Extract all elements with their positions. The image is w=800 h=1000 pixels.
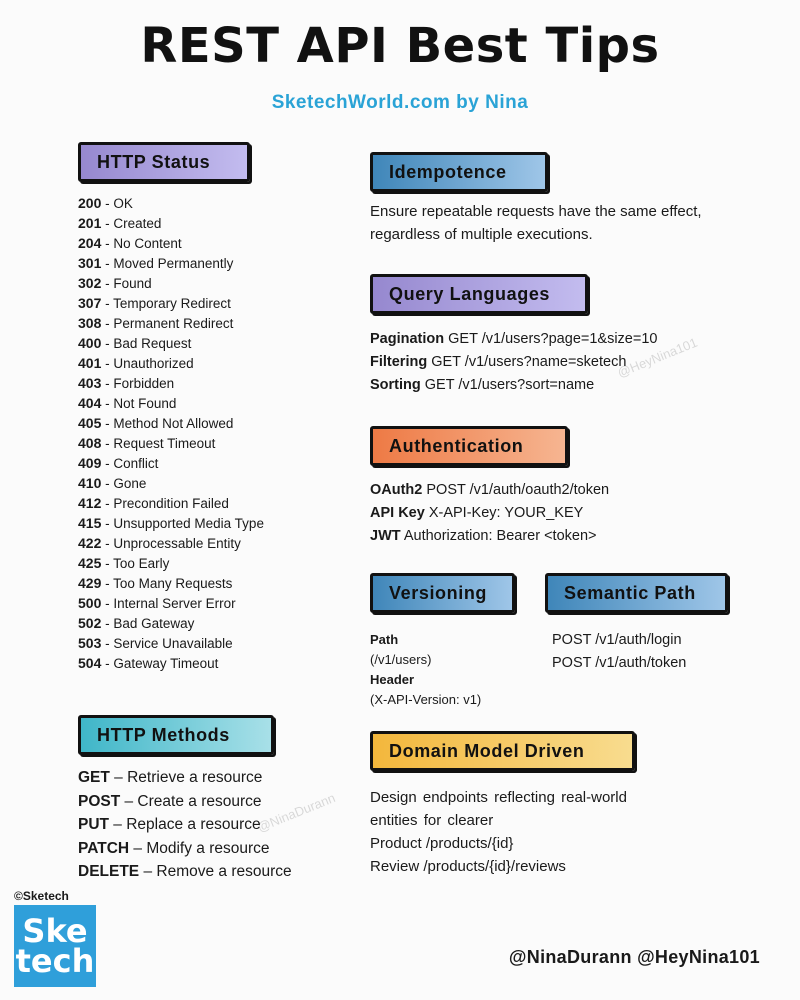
status-item: 410 - Gone [78,475,147,491]
status-item: 502 - Bad Gateway [78,615,195,631]
domain-model-desc-1: Design endpoints reflecting real-world [370,789,627,806]
status-item: 204 - No Content [78,235,182,251]
semantic-path-list [552,629,686,675]
list-item: DELETE – Remove a resource [78,863,292,881]
status-item: 504 - Gateway Timeout [78,655,219,671]
authentication-list [370,479,609,548]
status-item: 200 - OK [78,195,133,211]
semantic-path-header: Semantic Path [545,573,728,613]
status-item: 201 - Created [78,215,162,231]
version-header-label: Header [370,672,415,687]
list-item: GET – Retrieve a resource [78,769,263,786]
page-title: REST API Best Tips [140,18,660,74]
status-item: 422 - Unprocessable Entity [78,535,241,551]
version-header-value: (X-API-Version: v1) [370,692,482,707]
domain-model-desc-2: entities for clearer [370,812,494,829]
list-item: POST /v1/auth/token [552,655,687,671]
status-item: 404 - Not Found [78,395,177,411]
status-item: 405 - Method Not Allowed [78,415,234,431]
versioning-header: Versioning [370,573,515,613]
version-path-label: Path [370,632,399,647]
list-item: PATCH – Modify a resource [78,839,270,857]
logo-line: Ske [22,912,88,950]
list-item: Sorting GET /v1/users?sort=name [370,377,595,393]
status-item: 301 - Moved Permanently [78,255,234,271]
version-path-value: (/v1/users) [370,652,432,667]
list-item: POST – Create a resource [78,792,262,810]
status-code-list [78,193,264,673]
status-item: 429 - Too Many Requests [78,575,233,591]
list-item: PUT – Replace a resource [78,816,261,834]
social-handles: @NinaDurann @HeyNina101 [508,947,760,967]
page-subtitle: SketechWorld.com by Nina [271,92,529,113]
list-item: Filtering GET /v1/users?name=sketech [370,354,627,370]
list-item: POST /v1/auth/login [552,632,682,648]
status-item: 503 - Service Unavailable [78,635,233,651]
versioning-list [370,630,481,710]
idempotence-header: Idempotence [370,152,548,192]
status-item: 415 - Unsupported Media Type [78,515,264,531]
list-item: JWT Authorization: Bearer <token> [370,528,597,544]
watermark-text: @NinaDurann [255,790,338,835]
http-methods-header: HTTP Methods [78,715,274,755]
status-item: 400 - Bad Request [78,335,192,351]
status-item: 401 - Unauthorized [78,355,194,371]
status-item: 302 - Found [78,275,152,291]
status-item: 307 - Temporary Redirect [78,295,231,311]
query-languages-header: Query Languages [370,274,588,314]
domain-model-line-2: Review /products/{id}/reviews [370,858,566,875]
status-item: 412 - Precondition Failed [78,495,229,511]
sketech-logo [14,905,96,987]
watermark-text: @HeyNina101 [615,334,700,381]
status-item: 408 - Request Timeout [78,435,216,451]
query-languages-list [370,328,657,397]
status-item: 403 - Forbidden [78,375,175,391]
domain-model-line-1: Product /products/{id} [370,835,514,852]
idempotence-text: Ensure repeatable requests have the same effect, regardless of multiple executions. [370,203,702,243]
status-item: 425 - Too Early [78,555,170,571]
status-item: 308 - Permanent Redirect [78,315,234,331]
list-item: API Key X-API-Key: YOUR_KEY [370,505,584,521]
status-item: 409 - Conflict [78,455,159,471]
authentication-header: Authentication [370,426,568,466]
logo-line: tech [15,942,95,980]
list-item: OAuth2 POST /v1/auth/oauth2/token [370,482,610,498]
domain-model-header: Domain Model Driven [370,731,635,771]
list-item: Pagination GET /v1/users?page=1&size=10 [370,331,658,347]
copyright: ©Sketech [14,889,69,903]
http-status-header: HTTP Status [78,142,250,182]
status-item: 500 - Internal Server Error [78,595,236,611]
domain-model-list [370,786,627,878]
